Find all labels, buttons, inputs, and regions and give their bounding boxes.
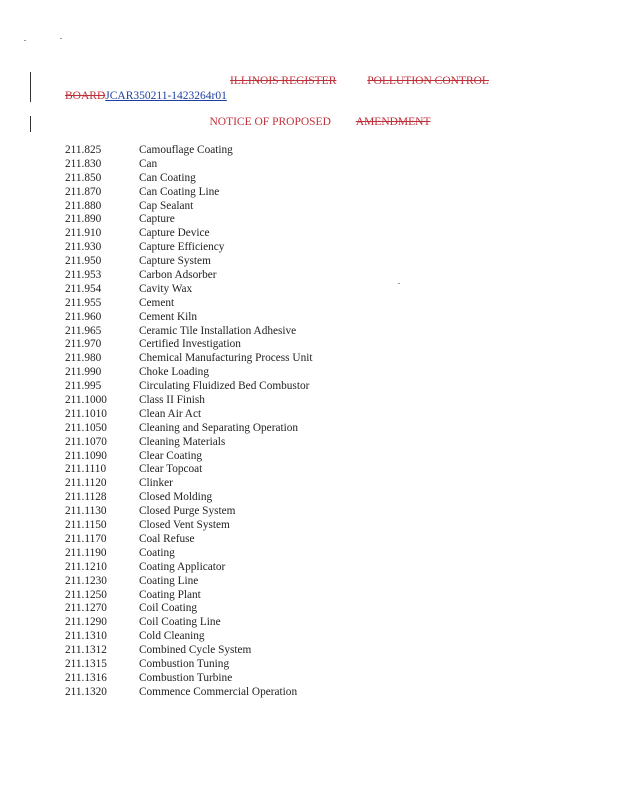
section-term: Certified Investigation (139, 338, 241, 351)
section-row (65, 325, 313, 339)
section-number: 211.995 (65, 380, 102, 393)
section-row (65, 213, 313, 227)
section-term: Clean Air Act (139, 407, 202, 420)
section-number: 211.930 (65, 241, 102, 254)
section-row (65, 269, 313, 283)
section-row (65, 616, 313, 630)
board-name-deleted-cont: BOARD (65, 90, 106, 102)
section-row (65, 658, 313, 672)
section-term: Coating Line (139, 574, 199, 587)
section-row (65, 602, 313, 616)
section-row (65, 672, 313, 686)
section-row (65, 311, 313, 325)
notice-title-line (0, 116, 618, 128)
section-term: Capture System (139, 255, 211, 268)
section-number: 211.1320 (65, 685, 107, 698)
section-row (65, 297, 313, 311)
section-row (65, 338, 313, 352)
section-term: Clinker (139, 477, 173, 490)
section-number: 211.954 (65, 282, 102, 295)
section-term: Class II Finish (139, 394, 205, 407)
section-number: 211.1130 (65, 505, 107, 518)
jcar-code-inserted: JCAR350211-1423264r01 (105, 90, 227, 102)
section-term: Cleaning Materials (139, 435, 226, 448)
section-row (65, 686, 313, 700)
section-number: 211.850 (65, 171, 102, 184)
section-row (65, 144, 313, 158)
section-term: Circulating Fluidized Bed Combustor (139, 380, 310, 393)
section-term: Closed Vent System (139, 519, 230, 532)
section-term: Clear Topcoat (139, 463, 203, 476)
section-term: Can (139, 157, 158, 170)
section-row (65, 561, 313, 575)
section-row (65, 477, 313, 491)
section-term: Coating Plant (139, 588, 201, 601)
section-row (65, 394, 313, 408)
section-term: Combined Cycle System (139, 644, 252, 657)
section-term: Clear Coating (139, 449, 203, 462)
section-term: Ceramic Tile Installation Adhesive (139, 324, 297, 337)
section-number: 211.1315 (65, 657, 107, 670)
section-number: 211.1250 (65, 588, 107, 601)
section-term: Capture Efficiency (139, 241, 225, 254)
section-number: 211.1110 (65, 463, 107, 476)
section-row (65, 422, 313, 436)
section-term: Closed Molding (139, 491, 213, 504)
section-number: 211.980 (65, 352, 102, 365)
section-row (65, 436, 313, 450)
section-number: 211.970 (65, 338, 102, 351)
section-row (65, 158, 313, 172)
section-term: Capture (139, 213, 175, 226)
scan-speck (24, 40, 26, 41)
running-header-continuation (65, 89, 227, 103)
section-number: 211.953 (65, 269, 102, 282)
section-row (65, 172, 313, 186)
section-number: 211.1210 (65, 560, 107, 573)
section-term: Closed Purge System (139, 505, 236, 518)
section-number: 211.1120 (65, 477, 107, 490)
section-term: Combustion Turbine (139, 671, 233, 684)
section-number: 211.1230 (65, 574, 107, 587)
section-number: 211.1310 (65, 630, 107, 643)
section-term: Coil Coating Line (139, 616, 221, 629)
section-number: 211.955 (65, 296, 102, 309)
section-row (65, 575, 313, 589)
section-row (65, 505, 313, 519)
section-number: 211.1190 (65, 546, 107, 559)
section-number: 211.990 (65, 366, 102, 379)
section-number: 211.1090 (65, 449, 107, 462)
section-row (65, 533, 313, 547)
section-number: 211.1316 (65, 671, 107, 684)
section-term: Combustion Tuning (139, 657, 230, 670)
section-row (65, 352, 313, 366)
section-number: 211.1170 (65, 532, 107, 545)
section-row (65, 589, 313, 603)
register-name-deleted: ILLINOIS REGISTER (230, 75, 337, 87)
section-number: 211.910 (65, 227, 102, 240)
section-row (65, 463, 313, 477)
section-term: Can Coating (139, 171, 196, 184)
section-number: 211.960 (65, 310, 102, 323)
section-number: 211.870 (65, 185, 102, 198)
scan-speck (398, 283, 400, 284)
section-term: Cleaning and Separating Operation (139, 421, 299, 434)
section-number: 211.880 (65, 199, 102, 212)
section-number: 211.1128 (65, 491, 107, 504)
section-row (65, 227, 313, 241)
section-number: 211.965 (65, 324, 102, 337)
section-number: 211.950 (65, 255, 102, 268)
board-name-deleted: POLLUTION CONTROL (367, 75, 489, 87)
section-term: Coal Refuse (139, 532, 195, 545)
section-term: Choke Loading (139, 366, 209, 379)
section-row (65, 630, 313, 644)
section-row (65, 380, 313, 394)
running-header (230, 74, 489, 88)
section-term: Camouflage Coating (139, 144, 233, 156)
section-number: 211.825 (65, 144, 102, 156)
section-row (65, 644, 313, 658)
section-term: Cold Cleaning (139, 630, 205, 643)
section-row (65, 241, 313, 255)
section-number: 211.890 (65, 213, 102, 226)
section-number: 211.1270 (65, 602, 107, 615)
section-row (65, 283, 313, 297)
section-term: Chemical Manufacturing Process Unit (139, 352, 313, 365)
section-term: Coating Applicator (139, 560, 226, 573)
section-row (65, 200, 313, 214)
section-term: Coil Coating (139, 602, 198, 615)
section-row (65, 450, 313, 464)
section-term: Commence Commercial Operation (139, 685, 298, 698)
section-row (65, 547, 313, 561)
section-number: 211.1312 (65, 644, 107, 657)
section-row (65, 519, 313, 533)
section-list (65, 144, 313, 700)
section-term: Can Coating Line (139, 185, 220, 198)
section-term: Cap Sealant (139, 199, 194, 212)
section-row (65, 366, 313, 380)
section-term: Cavity Wax (139, 282, 193, 295)
section-number: 211.830 (65, 157, 102, 170)
section-number: 211.1150 (65, 519, 107, 532)
section-term: Cement Kiln (139, 310, 198, 323)
section-number: 211.1010 (65, 407, 107, 420)
section-row (65, 408, 313, 422)
section-number: 211.1000 (65, 394, 107, 407)
notice-title-deleted-word: AMENDMENT (355, 116, 431, 128)
notice-title: NOTICE OF PROPOSED AMENDMENT (209, 116, 431, 128)
section-row (65, 255, 313, 269)
section-number: 211.1070 (65, 435, 107, 448)
section-term: Carbon Adsorber (139, 269, 217, 282)
section-term: Coating (139, 546, 175, 559)
section-row (65, 186, 313, 200)
section-number: 211.1050 (65, 421, 107, 434)
section-number: 211.1290 (65, 616, 107, 629)
section-term: Capture Device (139, 227, 210, 240)
scan-speck (60, 38, 62, 39)
section-term: Cement (139, 296, 175, 309)
section-row (65, 491, 313, 505)
change-bar (30, 72, 31, 102)
